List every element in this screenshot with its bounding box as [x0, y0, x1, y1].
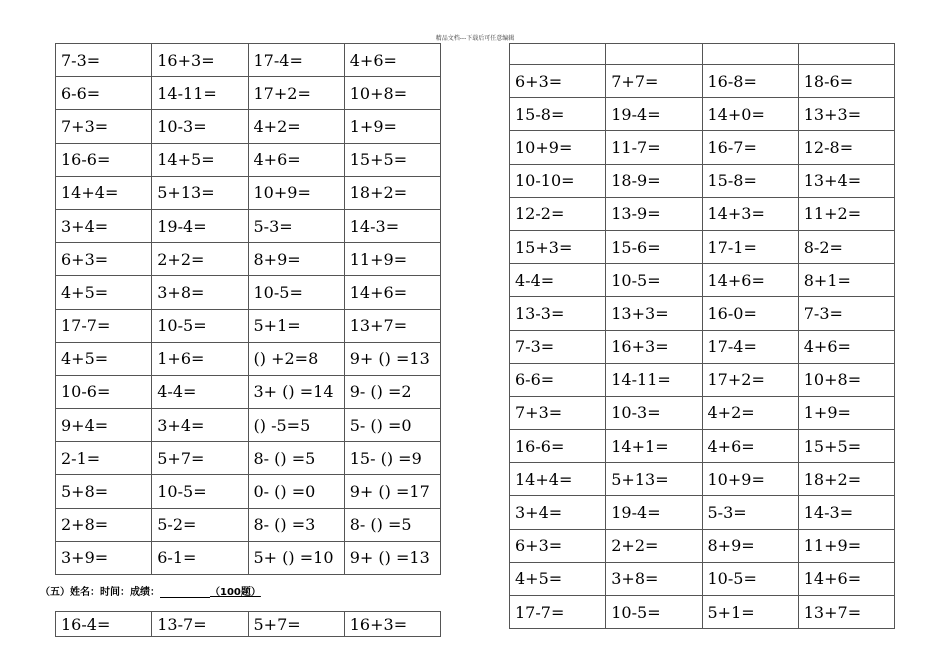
exercise-cell: 14-11=	[152, 77, 248, 110]
exercise-row	[56, 209, 441, 242]
exercise-cell: 5-2=	[152, 508, 248, 541]
exercise-cell: 18-9=	[606, 164, 702, 197]
exercise-cell: 14+6=	[344, 276, 440, 309]
exercise-cell: 10-5=	[606, 264, 702, 297]
exercise-cell: 4+6=	[798, 330, 894, 363]
exercise-cell: 16-8=	[702, 65, 798, 98]
exercise-cell: 3+8=	[606, 562, 702, 595]
exercise-cell: 5-3=	[248, 209, 344, 242]
exercise-row	[510, 529, 895, 562]
exercise-cell	[606, 44, 702, 65]
exercise-cell: 7+3=	[56, 110, 152, 143]
exercise-cell: 6+3=	[510, 529, 606, 562]
exercise-cell: 16+3=	[344, 612, 440, 637]
exercise-cell: 11+9=	[798, 529, 894, 562]
exercise-cell: 7-3=	[510, 330, 606, 363]
exercise-cell: 10-6=	[56, 375, 152, 408]
exercise-cell: 14+4=	[56, 176, 152, 209]
exercise-cell: 9+ () =13	[344, 541, 440, 574]
score-blank	[160, 587, 210, 598]
exercise-cell: 17+2=	[248, 77, 344, 110]
question-count: （100题）	[210, 587, 261, 598]
exercise-cell: 16-4=	[56, 612, 152, 637]
exercise-cell: 13+3=	[606, 297, 702, 330]
exercise-cell: 16-6=	[56, 143, 152, 176]
exercise-row	[56, 508, 441, 541]
exercise-cell: 14-3=	[798, 496, 894, 529]
exercise-cell: 10-10=	[510, 164, 606, 197]
exercise-cell: 5+13=	[606, 463, 702, 496]
exercise-cell: 8+9=	[248, 243, 344, 276]
exercise-row	[56, 612, 441, 637]
exercise-cell: 18+2=	[344, 176, 440, 209]
exercise-cell: 4+6=	[248, 143, 344, 176]
exercise-cell: 10+8=	[344, 77, 440, 110]
exercise-cell: 10-5=	[702, 562, 798, 595]
exercise-cell: 2-1=	[56, 442, 152, 475]
exercise-cell: 6-6=	[510, 363, 606, 396]
exercise-cell: 17-4=	[248, 44, 344, 77]
exercise-cell: 14+3=	[702, 197, 798, 230]
exercise-row	[56, 442, 441, 475]
exercise-cell: 15-6=	[606, 230, 702, 263]
exercise-cell: 19-4=	[606, 496, 702, 529]
exercise-row	[510, 330, 895, 363]
exercise-cell: 14-3=	[344, 209, 440, 242]
exercise-row	[510, 131, 895, 164]
exercise-cell: 5+7=	[152, 442, 248, 475]
exercise-cell: 10-3=	[152, 110, 248, 143]
exercise-cell: 7-3=	[798, 297, 894, 330]
exercise-cell: 3+8=	[152, 276, 248, 309]
exercise-cell: 8- () =5	[248, 442, 344, 475]
exercise-cell: 10+9=	[702, 463, 798, 496]
exercise-row	[56, 276, 441, 309]
exercise-cell: 12-2=	[510, 197, 606, 230]
exercise-row	[510, 65, 895, 98]
exercise-row	[56, 541, 441, 574]
exercise-cell: 6+3=	[56, 243, 152, 276]
exercise-row	[56, 44, 441, 77]
exercise-cell: 9+ () =13	[344, 342, 440, 375]
exercise-cell: 16-6=	[510, 430, 606, 463]
exercise-cell: 17-7=	[56, 309, 152, 342]
exercise-row	[56, 409, 441, 442]
left-bottom-exercise-table	[55, 611, 441, 637]
exercise-row	[510, 363, 895, 396]
exercise-cell: 2+2=	[606, 529, 702, 562]
exercise-row	[56, 243, 441, 276]
exercise-cell: () -5=5	[248, 409, 344, 442]
exercise-cell: 16-0=	[702, 297, 798, 330]
left-exercise-table	[55, 43, 441, 575]
exercise-row	[510, 396, 895, 429]
exercise-cell: 5+1=	[702, 596, 798, 629]
exercise-cell: 8+9=	[702, 529, 798, 562]
exercise-cell: () +2=8	[248, 342, 344, 375]
exercise-cell: 4+6=	[702, 430, 798, 463]
exercise-cell: 19-4=	[152, 209, 248, 242]
exercise-cell: 4+2=	[702, 396, 798, 429]
exercise-row	[510, 430, 895, 463]
exercise-cell: 3+9=	[56, 541, 152, 574]
exercise-cell: 17-7=	[510, 596, 606, 629]
exercise-cell	[798, 44, 894, 65]
exercise-cell: 13-3=	[510, 297, 606, 330]
exercise-row	[510, 297, 895, 330]
exercise-cell: 18-6=	[798, 65, 894, 98]
header-note: 精品文档---下载后可任意编辑	[435, 35, 515, 42]
exercise-cell: 9+4=	[56, 409, 152, 442]
exercise-cell: 7+7=	[606, 65, 702, 98]
exercise-cell: 2+8=	[56, 508, 152, 541]
exercise-cell: 11+2=	[798, 197, 894, 230]
exercise-cell: 5+13=	[152, 176, 248, 209]
exercise-cell: 16+3=	[152, 44, 248, 77]
exercise-cell: 16+3=	[606, 330, 702, 363]
exercise-cell: 7+3=	[510, 396, 606, 429]
exercise-row	[56, 110, 441, 143]
exercise-cell: 1+9=	[798, 396, 894, 429]
exercise-row	[510, 463, 895, 496]
exercise-cell: 3+4=	[56, 209, 152, 242]
exercise-cell: 6+3=	[510, 65, 606, 98]
exercise-cell: 15+5=	[798, 430, 894, 463]
exercise-cell	[702, 44, 798, 65]
exercise-cell: 18+2=	[798, 463, 894, 496]
exercise-cell: 4-4=	[510, 264, 606, 297]
exercise-row	[56, 176, 441, 209]
exercise-row	[510, 98, 895, 131]
exercise-cell: 5- () =0	[344, 409, 440, 442]
exercise-cell: 14+0=	[702, 98, 798, 131]
exercise-row	[56, 77, 441, 110]
exercise-cell: 3+ () =14	[248, 375, 344, 408]
exercise-cell: 10-5=	[152, 309, 248, 342]
exercise-cell: 8+1=	[798, 264, 894, 297]
exercise-cell: 2+2=	[152, 243, 248, 276]
exercise-row	[56, 475, 441, 508]
exercise-cell: 11-7=	[606, 131, 702, 164]
exercise-cell: 15+5=	[344, 143, 440, 176]
section-label	[40, 583, 261, 598]
exercise-cell: 15+3=	[510, 230, 606, 263]
exercise-row	[510, 596, 895, 629]
section-label-prefix: （五）姓名：时间：成绩：	[40, 587, 160, 598]
exercise-cell: 5+8=	[56, 475, 152, 508]
exercise-row	[56, 375, 441, 408]
exercise-cell: 10-5=	[152, 475, 248, 508]
exercise-cell: 14+5=	[152, 143, 248, 176]
exercise-row	[510, 197, 895, 230]
exercise-cell: 15- () =9	[344, 442, 440, 475]
exercise-cell: 5-3=	[702, 496, 798, 529]
exercise-cell: 4-4=	[152, 375, 248, 408]
exercise-row	[510, 264, 895, 297]
exercise-cell: 11+9=	[344, 243, 440, 276]
exercise-cell: 13-9=	[606, 197, 702, 230]
exercise-row	[56, 143, 441, 176]
exercise-cell: 4+5=	[56, 276, 152, 309]
exercise-cell: 6-1=	[152, 541, 248, 574]
exercise-cell: 1+6=	[152, 342, 248, 375]
exercise-cell: 19-4=	[606, 98, 702, 131]
exercise-cell: 10+8=	[798, 363, 894, 396]
exercise-cell: 4+5=	[510, 562, 606, 595]
exercise-row	[510, 230, 895, 263]
exercise-cell: 13+7=	[798, 596, 894, 629]
exercise-cell: 14-11=	[606, 363, 702, 396]
exercise-cell: 10+9=	[510, 131, 606, 164]
exercise-cell: 5+ () =10	[248, 541, 344, 574]
exercise-cell: 12-8=	[798, 131, 894, 164]
exercise-row	[510, 496, 895, 529]
exercise-cell: 17-4=	[702, 330, 798, 363]
exercise-cell: 1+9=	[344, 110, 440, 143]
exercise-cell: 10+9=	[248, 176, 344, 209]
exercise-cell: 10-5=	[606, 596, 702, 629]
exercise-cell: 9- () =2	[344, 375, 440, 408]
right-exercise-table	[509, 43, 895, 629]
exercise-cell: 4+2=	[248, 110, 344, 143]
exercise-cell: 4+5=	[56, 342, 152, 375]
exercise-cell: 8- () =5	[344, 508, 440, 541]
exercise-cell: 13+3=	[798, 98, 894, 131]
exercise-cell: 17-1=	[702, 230, 798, 263]
exercise-cell: 7-3=	[56, 44, 152, 77]
exercise-cell: 6-6=	[56, 77, 152, 110]
exercise-cell: 8-2=	[798, 230, 894, 263]
exercise-cell: 14+6=	[798, 562, 894, 595]
exercise-cell: 15-8=	[702, 164, 798, 197]
exercise-cell: 17+2=	[702, 363, 798, 396]
exercise-cell: 14+6=	[702, 264, 798, 297]
exercise-cell: 13-7=	[152, 612, 248, 637]
exercise-row	[56, 309, 441, 342]
blank-row	[510, 44, 895, 65]
exercise-cell: 16-7=	[702, 131, 798, 164]
exercise-cell: 0- () =0	[248, 475, 344, 508]
exercise-cell: 4+6=	[344, 44, 440, 77]
exercise-cell: 8- () =3	[248, 508, 344, 541]
exercise-cell: 9+ () =17	[344, 475, 440, 508]
exercise-cell: 5+1=	[248, 309, 344, 342]
exercise-cell: 3+4=	[152, 409, 248, 442]
exercise-row	[56, 342, 441, 375]
exercise-cell: 3+4=	[510, 496, 606, 529]
exercise-cell: 10-3=	[606, 396, 702, 429]
exercise-cell: 5+7=	[248, 612, 344, 637]
exercise-row	[510, 562, 895, 595]
exercise-cell: 13+4=	[798, 164, 894, 197]
exercise-cell: 14+1=	[606, 430, 702, 463]
exercise-row	[510, 164, 895, 197]
exercise-cell: 14+4=	[510, 463, 606, 496]
exercise-cell: 15-8=	[510, 98, 606, 131]
exercise-cell: 10-5=	[248, 276, 344, 309]
exercise-cell: 13+7=	[344, 309, 440, 342]
exercise-cell	[510, 44, 606, 65]
